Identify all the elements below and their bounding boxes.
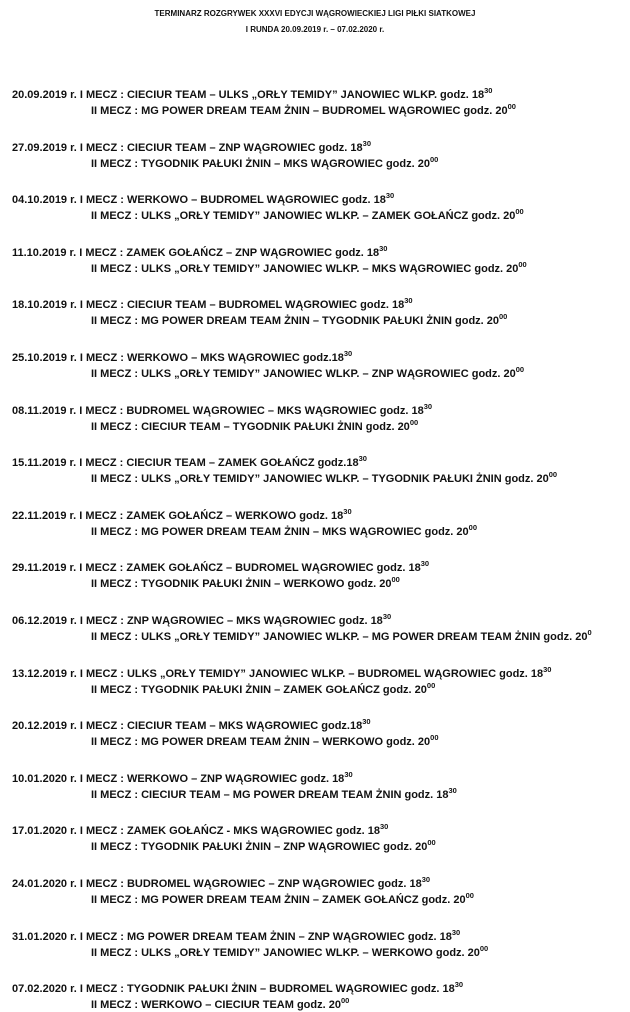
second-match-line [91, 893, 474, 907]
match-text: II MECZ : MG POWER DREAM TEAM ŻNIN – TYGODNIK PAŁUKI ŻNIN godz. 20 [91, 315, 500, 328]
second-match-line [91, 472, 557, 486]
document-subtitle: I RUNDA 20.09.2019 r. – 07.02.2020 r. [245, 25, 385, 34]
first-match-line [12, 982, 463, 996]
match-time-minutes: 30 [423, 401, 433, 411]
match-time-minutes: 30 [448, 785, 457, 795]
match-text: 27.09.2019 r. I MECZ : CIECIUR TEAM – ZNP WĄGROWIEC godz. 18 [12, 141, 363, 154]
match-time-minutes: 00 [468, 522, 478, 532]
match-text: II MECZ : ULKS „ORŁY TEMIDY” JANOWIEC WLKP. – MG POWER DREAM TEAM ŻNIN godz. 20 [91, 631, 588, 643]
match-time-minutes: 30 [421, 875, 431, 884]
second-match-line [91, 522, 478, 539]
match-text: 08.11.2019 r. I MECZ : BUDROMEL WĄGROWIEC – MKS WĄGROWIEC godz. 18 [12, 404, 424, 417]
match-text: II MECZ : TYGODNIK PAŁUKI ŻNIN – MKS WĄGROWIEC godz. 20 [91, 157, 430, 170]
second-match-line [91, 154, 439, 171]
first-match-line [12, 243, 388, 260]
first-match-line [12, 88, 492, 102]
match-time-minutes: 00 [465, 891, 474, 900]
first-match-line [12, 664, 552, 681]
match-text: 24.01.2020 r. I MECZ : BUDROMEL WĄGROWIEC – ZNP WĄGROWIEC godz. 18 [12, 878, 422, 890]
first-match-line [12, 824, 388, 838]
second-match-line [91, 998, 349, 1012]
first-match-line [12, 506, 352, 523]
match-time-minutes: 30 [343, 349, 353, 358]
match-text: 11.10.2019 r. I MECZ : ZAMEK GOŁAŃCZ – ZNP WĄGROWIEC godz. 18 [12, 246, 380, 259]
match-text: II MECZ : MG POWER DREAM TEAM ŻNIN – ZAMEK GOŁAŃCZ godz. 20 [91, 894, 466, 906]
match-time-minutes: 30 [404, 296, 413, 306]
match-text: II MECZ : WERKOWO – CIECIUR TEAM godz. 20 [91, 999, 341, 1012]
first-match-line [12, 298, 413, 312]
first-match-line [12, 351, 352, 365]
match-time-minutes: 00 [499, 312, 508, 322]
first-match-line [12, 614, 391, 628]
match-text: 29.11.2019 r. I MECZ : ZAMEK GOŁAŃCZ – BUDROMEL WĄGROWIEC godz. 18 [12, 562, 421, 575]
match-time-minutes: 0 [587, 628, 592, 637]
match-text: II MECZ : ULKS „ORŁY TEMIDY” JANOWIEC WLKP. – TYGODNIK PAŁUKI ŻNIN godz. 20 [91, 473, 549, 486]
match-text: 04.10.2019 r. I MECZ : WERKOWO – BUDROMEL WĄGROWIEC godz. 18 [12, 194, 386, 207]
match-time-minutes: 00 [340, 996, 350, 1006]
second-match-line [91, 735, 439, 749]
second-match-line [91, 840, 436, 854]
match-text: 22.11.2019 r. I MECZ : ZAMEK GOŁAŃCZ – WERKOWO godz. 18 [12, 509, 344, 522]
match-time-minutes: 30 [344, 769, 353, 779]
first-match-line [12, 927, 461, 944]
match-text: 17.01.2020 r. I MECZ : ZAMEK GOŁAŃCZ - MKS WĄGROWIEC godz. 18 [12, 825, 380, 838]
match-time-minutes: 30 [362, 138, 371, 148]
second-match-line [91, 943, 489, 960]
match-text: 31.01.2020 r. I MECZ : MG POWER DREAM TEAM ŻNIN – ZNP WĄGROWIEC godz. 18 [12, 930, 452, 943]
match-text: II MECZ : ULKS „ORŁY TEMIDY” JANOWIEC WLKP. – ZAMEK GOŁAŃCZ godz. 20 [91, 210, 516, 223]
match-time-minutes: 00 [391, 575, 400, 585]
match-text: II MECZ : TYGODNIK PAŁUKI ŻNIN – ZAMEK GOŁAŃCZ godz. 20 [91, 683, 427, 696]
match-time-minutes: 30 [358, 454, 367, 464]
match-time-minutes: 00 [548, 470, 558, 480]
match-text: II MECZ : MG POWER DREAM TEAM ŻNIN – WERKOWO godz. 20 [91, 736, 431, 749]
match-time-minutes: 30 [484, 86, 493, 95]
first-match-line [12, 561, 429, 575]
second-match-line [91, 209, 524, 223]
match-text: II MECZ : ULKS „ORŁY TEMIDY” JANOWIEC WLKP. – ZNP WĄGROWIEC godz. 20 [91, 368, 516, 380]
document-title: TERMINARZ ROZGRYWEK XXXVI EDYCJI WĄGROWIECKIEJ LIGI PIŁKI SIATKOWEJ [154, 9, 476, 18]
match-time-minutes: 30 [451, 927, 461, 937]
match-text: II MECZ : MG POWER DREAM TEAM ŻNIN – BUDROMEL WĄGROWIEC godz. 20 [91, 105, 508, 117]
match-text: II MECZ : ULKS „ORŁY TEMIDY” JANOWIEC WLKP. – WERKOWO godz. 20 [91, 946, 480, 959]
match-time-minutes: 30 [543, 664, 552, 674]
match-text: 10.01.2020 r. I MECZ : WERKOWO – ZNP WĄGROWIEC godz. 18 [12, 772, 345, 785]
second-match-line [91, 367, 524, 381]
first-match-line [12, 456, 367, 470]
match-time-minutes: 00 [429, 154, 439, 164]
match-text: 20.09.2019 r. I MECZ : CIECIUR TEAM – ULKS „ORŁY TEMIDY” JANOWIEC WLKP. godz. 18 [12, 89, 485, 101]
first-match-line [12, 138, 371, 155]
match-time-minutes: 00 [515, 365, 525, 374]
second-match-line [91, 314, 507, 328]
match-text: 15.11.2019 r. I MECZ : CIECIUR TEAM – ZAMEK GOŁAŃCZ godz.18 [12, 457, 359, 470]
match-time-minutes: 00 [426, 680, 436, 690]
match-text: II MECZ : TYGODNIK PAŁUKI ŻNIN – ZNP WĄGROWIEC godz. 20 [91, 841, 428, 854]
first-match-line [12, 401, 433, 418]
match-text: 07.02.2020 r. I MECZ : TYGODNIK PAŁUKI ŻNIN – BUDROMEL WĄGROWIEC godz. 18 [12, 983, 455, 996]
match-time-minutes: 30 [343, 506, 352, 516]
match-text: II MECZ : MG POWER DREAM TEAM ŻNIN – MKS WĄGROWIEC godz. 20 [91, 525, 469, 538]
first-match-line [12, 769, 353, 786]
match-time-minutes: 30 [379, 822, 389, 832]
match-time-minutes: 30 [362, 717, 371, 727]
match-time-minutes: 00 [515, 207, 524, 217]
match-time-minutes: 30 [379, 243, 388, 253]
second-match-line [91, 785, 457, 802]
first-match-line [12, 719, 371, 733]
match-time-minutes: 00 [427, 838, 436, 848]
match-text: 13.12.2019 r. I MECZ : ULKS „ORŁY TEMIDY” JANOWIEC WLKP. – BUDROMEL WĄGROWIEC godz. 18 [12, 667, 544, 680]
match-time-minutes: 00 [507, 102, 516, 111]
first-match-line [12, 193, 394, 207]
match-text: 20.12.2019 r. I MECZ : CIECIUR TEAM – MKS WĄGROWIEC godz.18 [12, 720, 363, 733]
second-match-line [91, 259, 527, 276]
match-text: II MECZ : ULKS „ORŁY TEMIDY” JANOWIEC WLKP. – MKS WĄGROWIEC godz. 20 [91, 262, 519, 275]
match-text: 25.10.2019 r. I MECZ : WERKOWO – MKS WĄGROWIEC godz.18 [12, 352, 344, 364]
match-time-minutes: 00 [518, 259, 527, 269]
second-match-line [91, 680, 436, 697]
match-time-minutes: 00 [430, 733, 439, 743]
match-time-minutes: 00 [479, 943, 489, 953]
match-text: II MECZ : TYGODNIK PAŁUKI ŻNIN – WERKOWO godz. 20 [91, 578, 392, 591]
match-time-minutes: 30 [420, 559, 430, 569]
match-text: II MECZ : CIECIUR TEAM – TYGODNIK PAŁUKI ŻNIN godz. 20 [91, 420, 410, 433]
second-match-line [91, 630, 592, 644]
match-time-minutes: 30 [454, 980, 464, 990]
match-time-minutes: 00 [409, 417, 419, 427]
second-match-line [91, 577, 400, 591]
first-match-line [12, 877, 430, 891]
match-time-minutes: 30 [385, 191, 395, 201]
second-match-line [91, 417, 419, 434]
match-text: II MECZ : CIECIUR TEAM – MG POWER DREAM TEAM ŻNIN godz. 18 [91, 788, 449, 801]
match-text: 18.10.2019 r. I MECZ : CIECIUR TEAM – BUDROMEL WĄGROWIEC godz. 18 [12, 299, 405, 312]
second-match-line [91, 104, 516, 118]
match-text: 06.12.2019 r. I MECZ : ZNP WĄGROWIEC – MKS WĄGROWIEC godz. 18 [12, 615, 383, 627]
match-time-minutes: 30 [382, 612, 392, 621]
